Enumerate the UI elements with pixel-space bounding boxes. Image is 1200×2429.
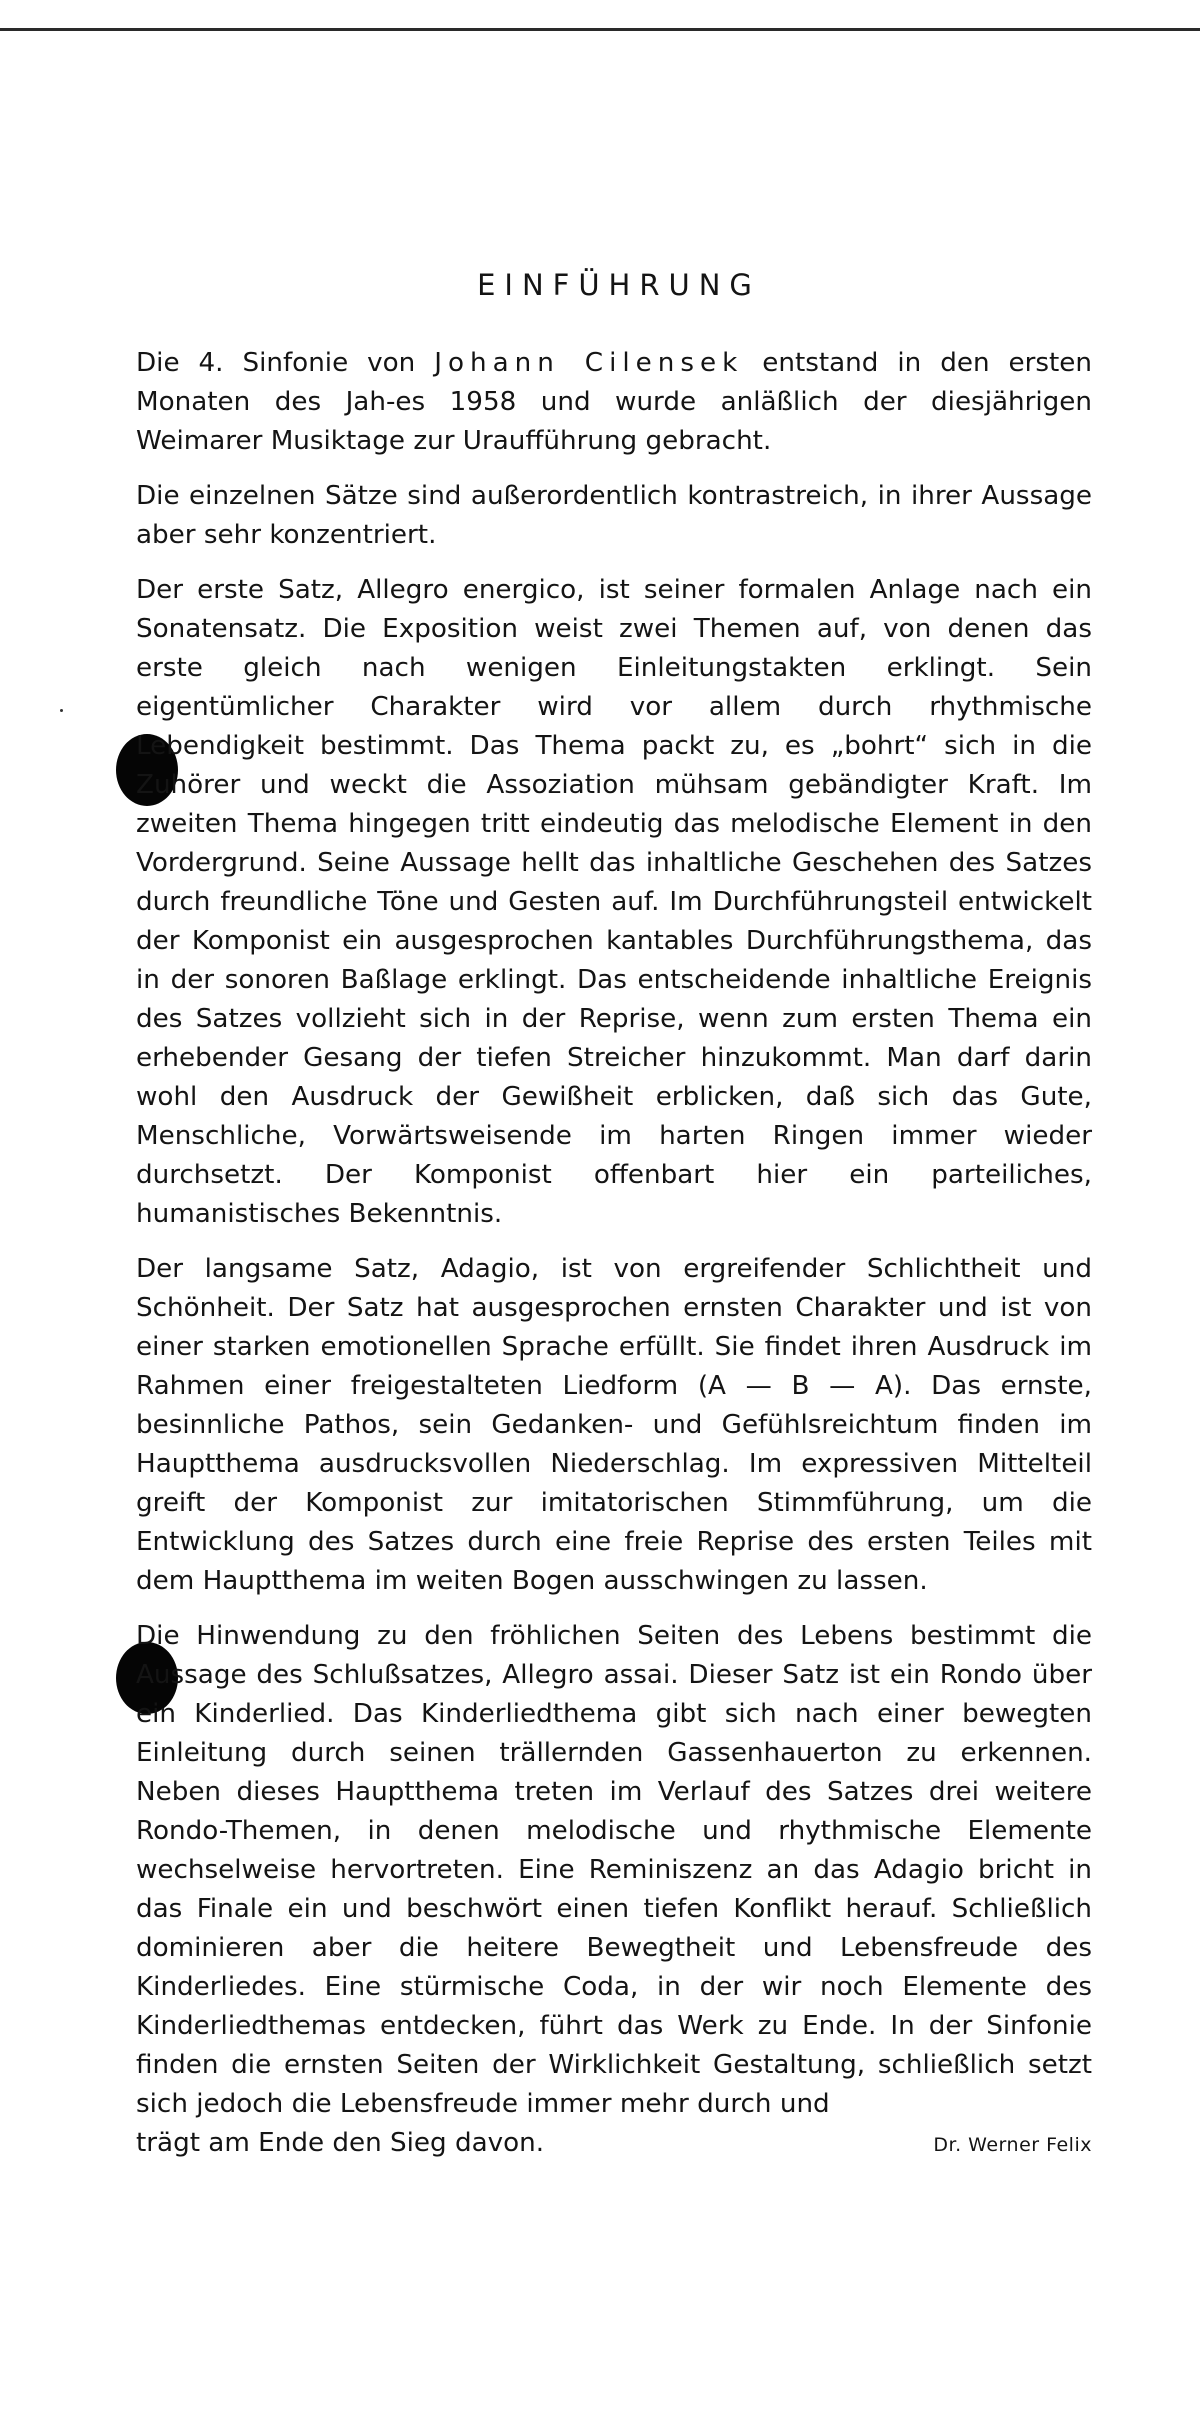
paragraph-first-movement: Der erste Satz, Allegro energico, ist seiner formalen Anlage nach ein Sonatensatz. Die Exposition weist zwei Themen auf, von denen das erste gleich nach wenigen Einleitungstakten erklingt. Sein eigentümlicher Charakter wird vor allem durch rhythmische Lebendigkeit bestimmt. Das Thema packt zu, es „bohrt“ sich in die Zuhörer und weckt die Assoziation mühsam gebändigter Kraft. Im zweiten Thema hingegen tritt eindeutig das melodische Element in den Vordergrund. Seine Aussage hellt das inhaltliche Geschehen des Satzes durch freundliche Töne und Gesten auf. Im Durchführungsteil entwickelt der Komponist ein ausgesprochen kantables Durchführungsthema, das in der sonoren Baßlage erklingt. Das entscheidende inhaltliche Ereignis des Satzes vollzieht sich in der Reprise, wenn zum ersten Thema ein erhebender Gesang der tiefen Streicher hinzukommt. Man darf darin wohl den Ausdruck der Gewißheit erblicken, daß sich das Gute, Menschliche, Vorwärtsweisende im harten Ringen immer wieder durchsetzt. Der Komponist offenbart hier ein parteiliches, humanistisches Bekenntnis. [136, 575, 1092, 1229]
intro-paragraph [136, 344, 1092, 461]
intro-text-before: Die 4. Sinfonie von [136, 348, 435, 378]
scan-speck [60, 709, 63, 712]
author-signature: Dr. Werner Felix [933, 2134, 1092, 2156]
document-page [136, 268, 1092, 2165]
paragraph-second-movement: Der langsame Satz, Adagio, ist von ergreifender Schlichtheit und Schönheit. Der Satz hat ausgesprochen ernsten Charakter und ist von einer starken emotionellen Sprache erfüllt. Sie findet ihren Ausdruck im Rahmen einer freigestalteten Liedform (A — B — A). Das ernste, besinnliche Pathos, sein Gedanken- und Gefühlsreichtum finden im Hauptthema ausdrucksvollen Niederschlag. Im expressiven Mittelteil greift der Komponist zur imitatorischen Stimmführung, um die Entwicklung des Satzes durch eine freie Reprise des ersten Teiles mit dem Hauptthema im weiten Bogen ausschwingen zu lassen. [136, 1254, 1092, 1596]
composer-name: Johann Cilensek [434, 348, 744, 378]
paragraph-final-movement: Die Hinwendung zu den fröhlichen Seiten des Lebens bestimmt die Aussage des Schlußsatzes, Allegro assai. Dieser Satz ist ein Rondo über ein Kinderlied. Das Kinderliedthema gibt sich nach einer bewegten Einleitung durch seinen trällernden Gassenhauerton zu erkennen. Neben dieses Hauptthema treten im Verlauf des Satzes drei weitere Rondo-Themen, in denen melodische und rhythmische Elemente wechselweise hervortreten. Eine Reminiszenz an das Adagio bricht in das Finale ein und beschwört einen tiefen Konflikt herauf. Schließlich dominieren aber die heitere Bewegtheit und Lebensfreude des Kinderliedes. Eine stürmische Coda, in der wir noch Elemente des Kinderliedthemas entdecken, führt das Werk zu Ende. In der Sinfonie finden die ernsten Seiten der Wirklichkeit Gestaltung, schließlich setzt sich jedoch die Lebensfreude immer mehr durch und [136, 1621, 1092, 2119]
closing-text: trägt am Ende den Sieg davon. [136, 2128, 545, 2158]
top-border-rule [0, 28, 1200, 31]
paragraph-overview: Die einzelnen Sätze sind außerordentlich kontrastreich, in ihrer Aussage aber sehr konzentriert. [136, 481, 1092, 550]
closing-line [136, 2124, 1092, 2165]
intro-text-after: entstand in den ersten Monaten des Jah-es 1958 und wurde anläßlich der diesjährigen Weimarer Musiktage zur Uraufführung gebracht. [136, 348, 1093, 456]
document-title: EINFÜHRUNG [477, 268, 761, 302]
